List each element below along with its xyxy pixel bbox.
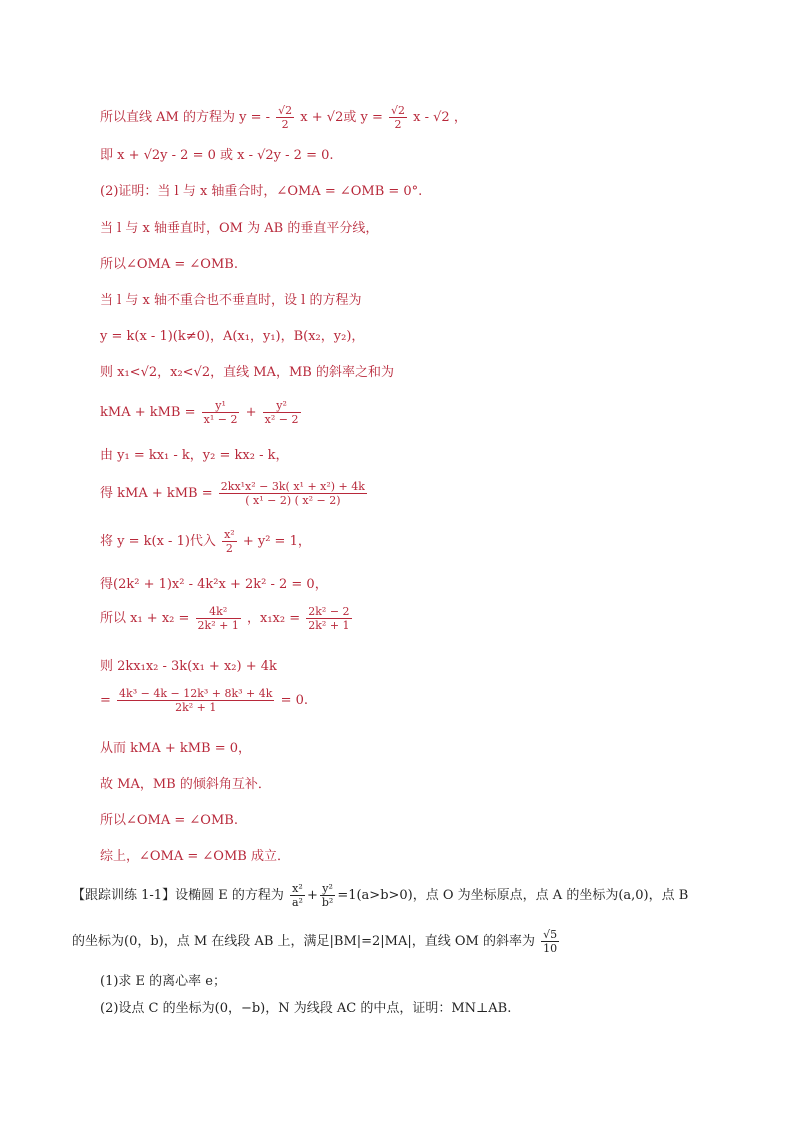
fraction: $\frac{\text{2kx¹x² − 3k( x¹ + x²) + 4k}}{\text{( x¹ − 2) ( x² − 2)}}$ — [220, 480, 365, 507]
fraction: $\frac{√2}{2}$ — [390, 104, 405, 131]
solution-line-4: 当 l 与 x 轴垂直时，OM 为 AB 的垂直平分线， — [100, 221, 379, 236]
fraction: $\frac{\text{x²}}{\text{a²}}$ — [291, 882, 303, 909]
solution-line-10: 由 y₁ = kx₁ - k，y₂ = kx₂ - k， — [100, 448, 289, 463]
practice-tag: 【跟踪训练 1-1】 — [72, 888, 176, 903]
solution-line-15: 则 2kx₁x₂ - 3k(x₁ + x₂) + 4k — [100, 659, 277, 674]
fraction: $\frac{\text{y¹}}{\text{x¹ − 2}}$ — [203, 399, 238, 426]
solution-line-17: 从而 kMA + kMB = 0， — [100, 741, 252, 756]
solution-line-1: 所以直线 AM 的方程为 y = - $\frac{√2}{2}$ x + √2或 y = $\frac{√2}{2}$ x - √2 ， — [100, 104, 467, 131]
solution-line-12: 将 y = k(x - 1)代入 $\frac{\text{x²}}{2}$ + y² = 1， — [100, 528, 311, 555]
fraction: $\frac{\text{4k³ − 4k − 12k³ + 8k³ + 4k}}{\text{2k² + 1}}$ — [119, 687, 273, 714]
solution-line-13: 得(2k² + 1)x² - 4k²x + 2k² - 2 = 0， — [100, 577, 328, 592]
solution-line-6: 当 l 与 x 轴不重合也不垂直时，设 l 的方程为 — [100, 293, 362, 308]
solution-line-19: 所以∠OMA = ∠OMB. — [100, 813, 238, 828]
fraction: $\frac{\text{y²}}{\text{b²}}$ — [321, 882, 334, 909]
fraction: $\frac{\text{2k² − 2}}{\text{2k² + 1}}$ — [308, 605, 350, 632]
solution-line-14: 所以 x₁ + x₂ = $\frac{\text{4k²}}{\text{2k² + 1}}$ ，x₁x₂ = $\frac{\text{2k² − 2}}{\text{2k² + 1}}$ — [100, 605, 350, 632]
practice-line-1: 【跟踪训练 1-1】设椭圆 E 的方程为 $\frac{\text{x²}}{\text{a²}}$ + $\frac{\text{y²}}{\text{b²}}$ =1(a>b>0)，点 O 为坐标原点，点 A 的坐标为(a,0)，点 B — [72, 882, 689, 909]
question-1: (1)求 E 的离心率 e； — [100, 974, 226, 989]
solution-line-5: 所以∠OMA = ∠OMB. — [100, 257, 238, 272]
solution-line-9: kMA + kMB = $\frac{\text{y¹}}{\text{x¹ − 2}}$ + $\frac{\text{y²}}{\text{x² − 2}}$ — [100, 399, 299, 426]
solution-line-7: y = k(x - 1)(k≠0)，A(x₁，y₁)，B(x₂，y₂)， — [100, 329, 365, 344]
fraction: $\frac{√2}{2}$ — [278, 104, 293, 131]
fraction: $\frac{\text{y²}}{\text{x² − 2}}$ — [264, 399, 299, 426]
fraction: $\frac{√5}{10}$ — [543, 928, 558, 955]
solution-line-8: 则 x₁<√2，x₂<√2，直线 MA，MB 的斜率之和为 — [100, 365, 394, 380]
practice-line-2: 的坐标为(0，b)，点 M 在线段 AB 上，满足|BM|=2|MA|，直线 OM 的斜率为 $\frac{√5}{10}$ — [72, 928, 558, 955]
solution-line-11: 得 kMA + kMB = $\frac{\text{2kx¹x² − 3k( x¹ + x²) + 4k}}{\text{( x¹ − 2) ( x² − 2)}}$ — [100, 480, 365, 507]
question-2: (2)设点 C 的坐标为(0，−b)，N 为线段 AC 的中点，证明：MN⊥AB. — [100, 1001, 512, 1016]
solution-line-18: 故 MA，MB 的倾斜角互补． — [100, 777, 271, 792]
solution-line-20: 综上，∠OMA = ∠OMB 成立． — [100, 849, 290, 864]
solution-line-16: = $\frac{\text{4k³ − 4k − 12k³ + 8k³ + 4k}}{\text{2k² + 1}}$ = 0. — [100, 687, 309, 714]
fraction: $\frac{\text{4k²}}{\text{2k² + 1}}$ — [197, 605, 239, 632]
solution-line-3: (2)证明：当 l 与 x 轴重合时，∠OMA = ∠OMB = 0°. — [100, 184, 423, 199]
fraction: $\frac{\text{x²}}{2}$ — [224, 528, 235, 555]
solution-line-2: 即 x + √2y - 2 = 0 或 x - √2y - 2 = 0. — [100, 148, 334, 163]
